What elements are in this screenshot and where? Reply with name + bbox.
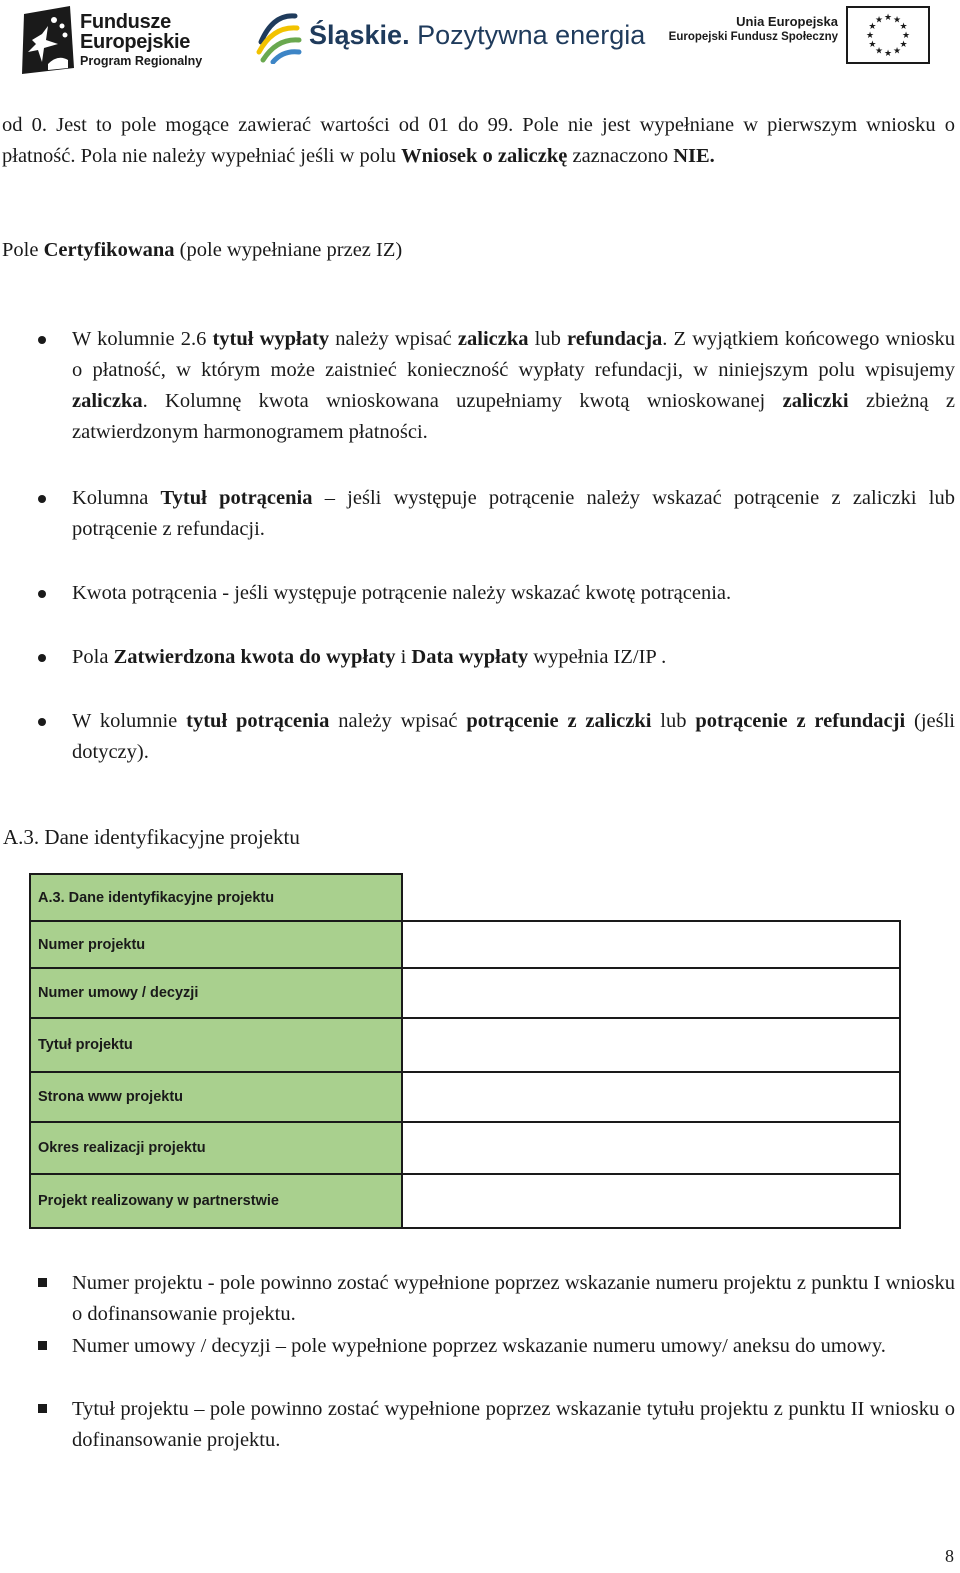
unia-europejska-logo <box>668 6 934 68</box>
fundusze-europejskie-logo <box>18 4 223 76</box>
b1-bold-1: tytuł wypłaty <box>212 328 330 350</box>
certyfikowana-paragraph <box>2 235 955 266</box>
square-bullet-icon <box>38 1404 47 1413</box>
bullet-item-kwota-potracenia <box>72 578 955 609</box>
ue-logo-line1: Unia Europejska <box>736 14 838 29</box>
bullet-item-tytul-wyplaty <box>72 324 955 448</box>
table-row-label-tytul-projektu: Tytuł projektu <box>29 1017 403 1073</box>
bullet-icon <box>38 495 46 503</box>
eu-star-icon: ★ <box>899 21 908 31</box>
bullet-icon <box>38 654 46 662</box>
b5-bold-2: potrącenie z zaliczki <box>466 710 652 732</box>
b4-text-1: Pola <box>72 646 114 668</box>
b1-text-3: lub <box>528 328 567 350</box>
slaskie-logo-tagline: Pozytywna energia <box>417 20 646 50</box>
b2-text-2: – jeśli występuje potrącenie należy wskazać potrącenie z zaliczki lub potrącenie z refundacji. <box>72 487 955 540</box>
b5-bold-3: potrącenie z refundacji <box>695 710 906 732</box>
b1-text-4: . Z wyjątkiem końcowego wniosku o płatność, w którym może zaistnieć konieczność wypłaty refundacji, w niniejszym polu wpisujemy <box>72 328 956 381</box>
ue-logo-line2: Europejski Fundusz Społeczny <box>668 31 838 43</box>
eu-star-icon: ★ <box>899 39 908 49</box>
b1-text-6: zbieżną z zatwierdzonym harmonogramem płatności. <box>72 390 955 443</box>
b1-text-5: . Kolumnę kwota wnioskowana uzupełniamy kwotą wnioskowanej <box>142 390 783 412</box>
bullet-item-kolumna-tytul-potracenia <box>72 706 955 768</box>
b5-text-2: należy wpisać <box>329 710 467 732</box>
section-heading: A.3. Dane identyfikacyjne projektu <box>3 825 300 849</box>
eu-star-icon: ★ <box>892 14 902 25</box>
eu-star-icon: ★ <box>883 12 893 22</box>
b5-text-4: (jeśli dotyczy). <box>72 710 955 763</box>
page-header <box>0 0 960 80</box>
bullet-item-zatwierdzona-kwota <box>72 642 955 673</box>
eu-star-icon: ★ <box>883 48 893 58</box>
strona-www-field[interactable] <box>401 1071 901 1123</box>
b4-text-3: wypełnia IZ/IP . <box>528 646 667 668</box>
table-row-label-numer-projektu: Numer projektu <box>29 920 403 969</box>
eu-star-icon: ★ <box>874 14 884 25</box>
b1-bold-4: zaliczka <box>72 390 143 412</box>
b1-text-1: W kolumnie 2.6 <box>72 328 213 350</box>
b4-bold-1: Zatwierdzona kwota do wypłaty <box>113 646 396 668</box>
b1-bold-3: refundacja <box>567 328 663 350</box>
eu-star-icon: ★ <box>874 45 884 56</box>
intro-text-2: zaznaczono <box>567 145 674 167</box>
b4-text-2: i <box>395 646 412 668</box>
fundusze-europejskie-mark-icon <box>18 4 78 76</box>
b2-bold-1: Tytuł potrącenia <box>160 487 313 509</box>
intro-paragraph <box>2 110 955 172</box>
b2-text-1: Kolumna <box>72 487 161 509</box>
slaskie-mark-icon <box>255 8 303 64</box>
square-bullet-icon <box>38 1341 47 1350</box>
project-identification-table <box>29 873 901 1229</box>
intro-bold-2: NIE. <box>673 145 715 167</box>
square-bullet-icon <box>38 1278 47 1287</box>
fe-logo-line2: Europejskie <box>80 31 191 53</box>
b5-bold-1: tytuł potrącenia <box>186 710 330 732</box>
b1-text-2: należy wpisać <box>329 328 458 350</box>
intro-text-1: od 0. Jest to pole mogące zawierać wartości od 01 do 99. Pole nie jest wypełniane w pierwszym wniosku o płatność. Pola nie należy wypełniać jeśli w polu <box>2 114 955 167</box>
certyfikowana-bold: Certyfikowana <box>43 239 175 261</box>
eu-star-icon: ★ <box>865 30 875 40</box>
certyfikowana-post: (pole wypełniane przez IZ) <box>174 239 403 261</box>
note-numer-projektu: Numer projektu - pole powinno zostać wypełnione poprzez wskazanie numeru projektu z punktu I wniosku o dofinansowanie projektu. <box>72 1272 955 1325</box>
eu-star-icon: ★ <box>901 30 911 40</box>
eu-star-icon: ★ <box>868 39 877 49</box>
table-row-label-partnerstwo: Projekt realizowany w partnerstwie <box>29 1173 403 1229</box>
okres-realizacji-field[interactable] <box>401 1121 901 1175</box>
table-row-label-okres-realizacji: Okres realizacji projektu <box>29 1121 403 1175</box>
eu-flag-icon <box>846 6 930 64</box>
numer-umowy-field[interactable] <box>401 967 901 1019</box>
table-row-label-strona-www: Strona www projektu <box>29 1071 403 1123</box>
numer-projektu-field[interactable] <box>401 920 901 969</box>
eu-star-icon: ★ <box>892 45 902 56</box>
page-number: 8 <box>945 1546 954 1566</box>
bullet-icon <box>38 336 46 344</box>
fe-logo-line3: Program Regionalny <box>80 54 203 68</box>
eu-star-icon: ★ <box>868 21 877 31</box>
b5-text-3: lub <box>651 710 696 732</box>
tytul-projektu-field[interactable] <box>401 1017 901 1073</box>
note-tytul-projektu: Tytuł projektu – pole powinno zostać wypełnione poprzez wskazanie tytułu projektu z punktu II wniosku o dofinansowanie projektu. <box>72 1398 955 1451</box>
certyfikowana-pre: Pole <box>2 239 44 261</box>
partnerstwo-field[interactable] <box>401 1173 901 1229</box>
slaskie-logo-name: Śląskie. <box>309 20 410 50</box>
slaskie-logo <box>255 8 646 64</box>
fe-logo-line1: Fundusze <box>80 11 171 33</box>
b1-bold-2: zaliczka <box>457 328 529 350</box>
b5-text-1: W kolumnie <box>72 710 187 732</box>
table-header-cell: A.3. Dane identyfikacyjne projektu <box>29 873 403 922</box>
bullet-icon <box>38 590 46 598</box>
b3-text-1: Kwota potrącenia - jeśli występuje potrącenie należy wskazać kwotę potrącenia. <box>72 582 732 604</box>
b4-bold-2: Data wypłaty <box>411 646 529 668</box>
table-row-label-numer-umowy: Numer umowy / decyzji <box>29 967 403 1019</box>
bullet-item-tytul-potracenia <box>72 483 955 545</box>
note-numer-umowy: Numer umowy / decyzji – pole wypełnione poprzez wskazanie numeru umowy/ aneksu do umowy. <box>72 1335 886 1357</box>
bullet-icon <box>38 718 46 726</box>
b1-bold-5: zaliczki <box>782 390 849 412</box>
intro-bold-1: Wniosek o zaliczkę <box>401 145 568 167</box>
